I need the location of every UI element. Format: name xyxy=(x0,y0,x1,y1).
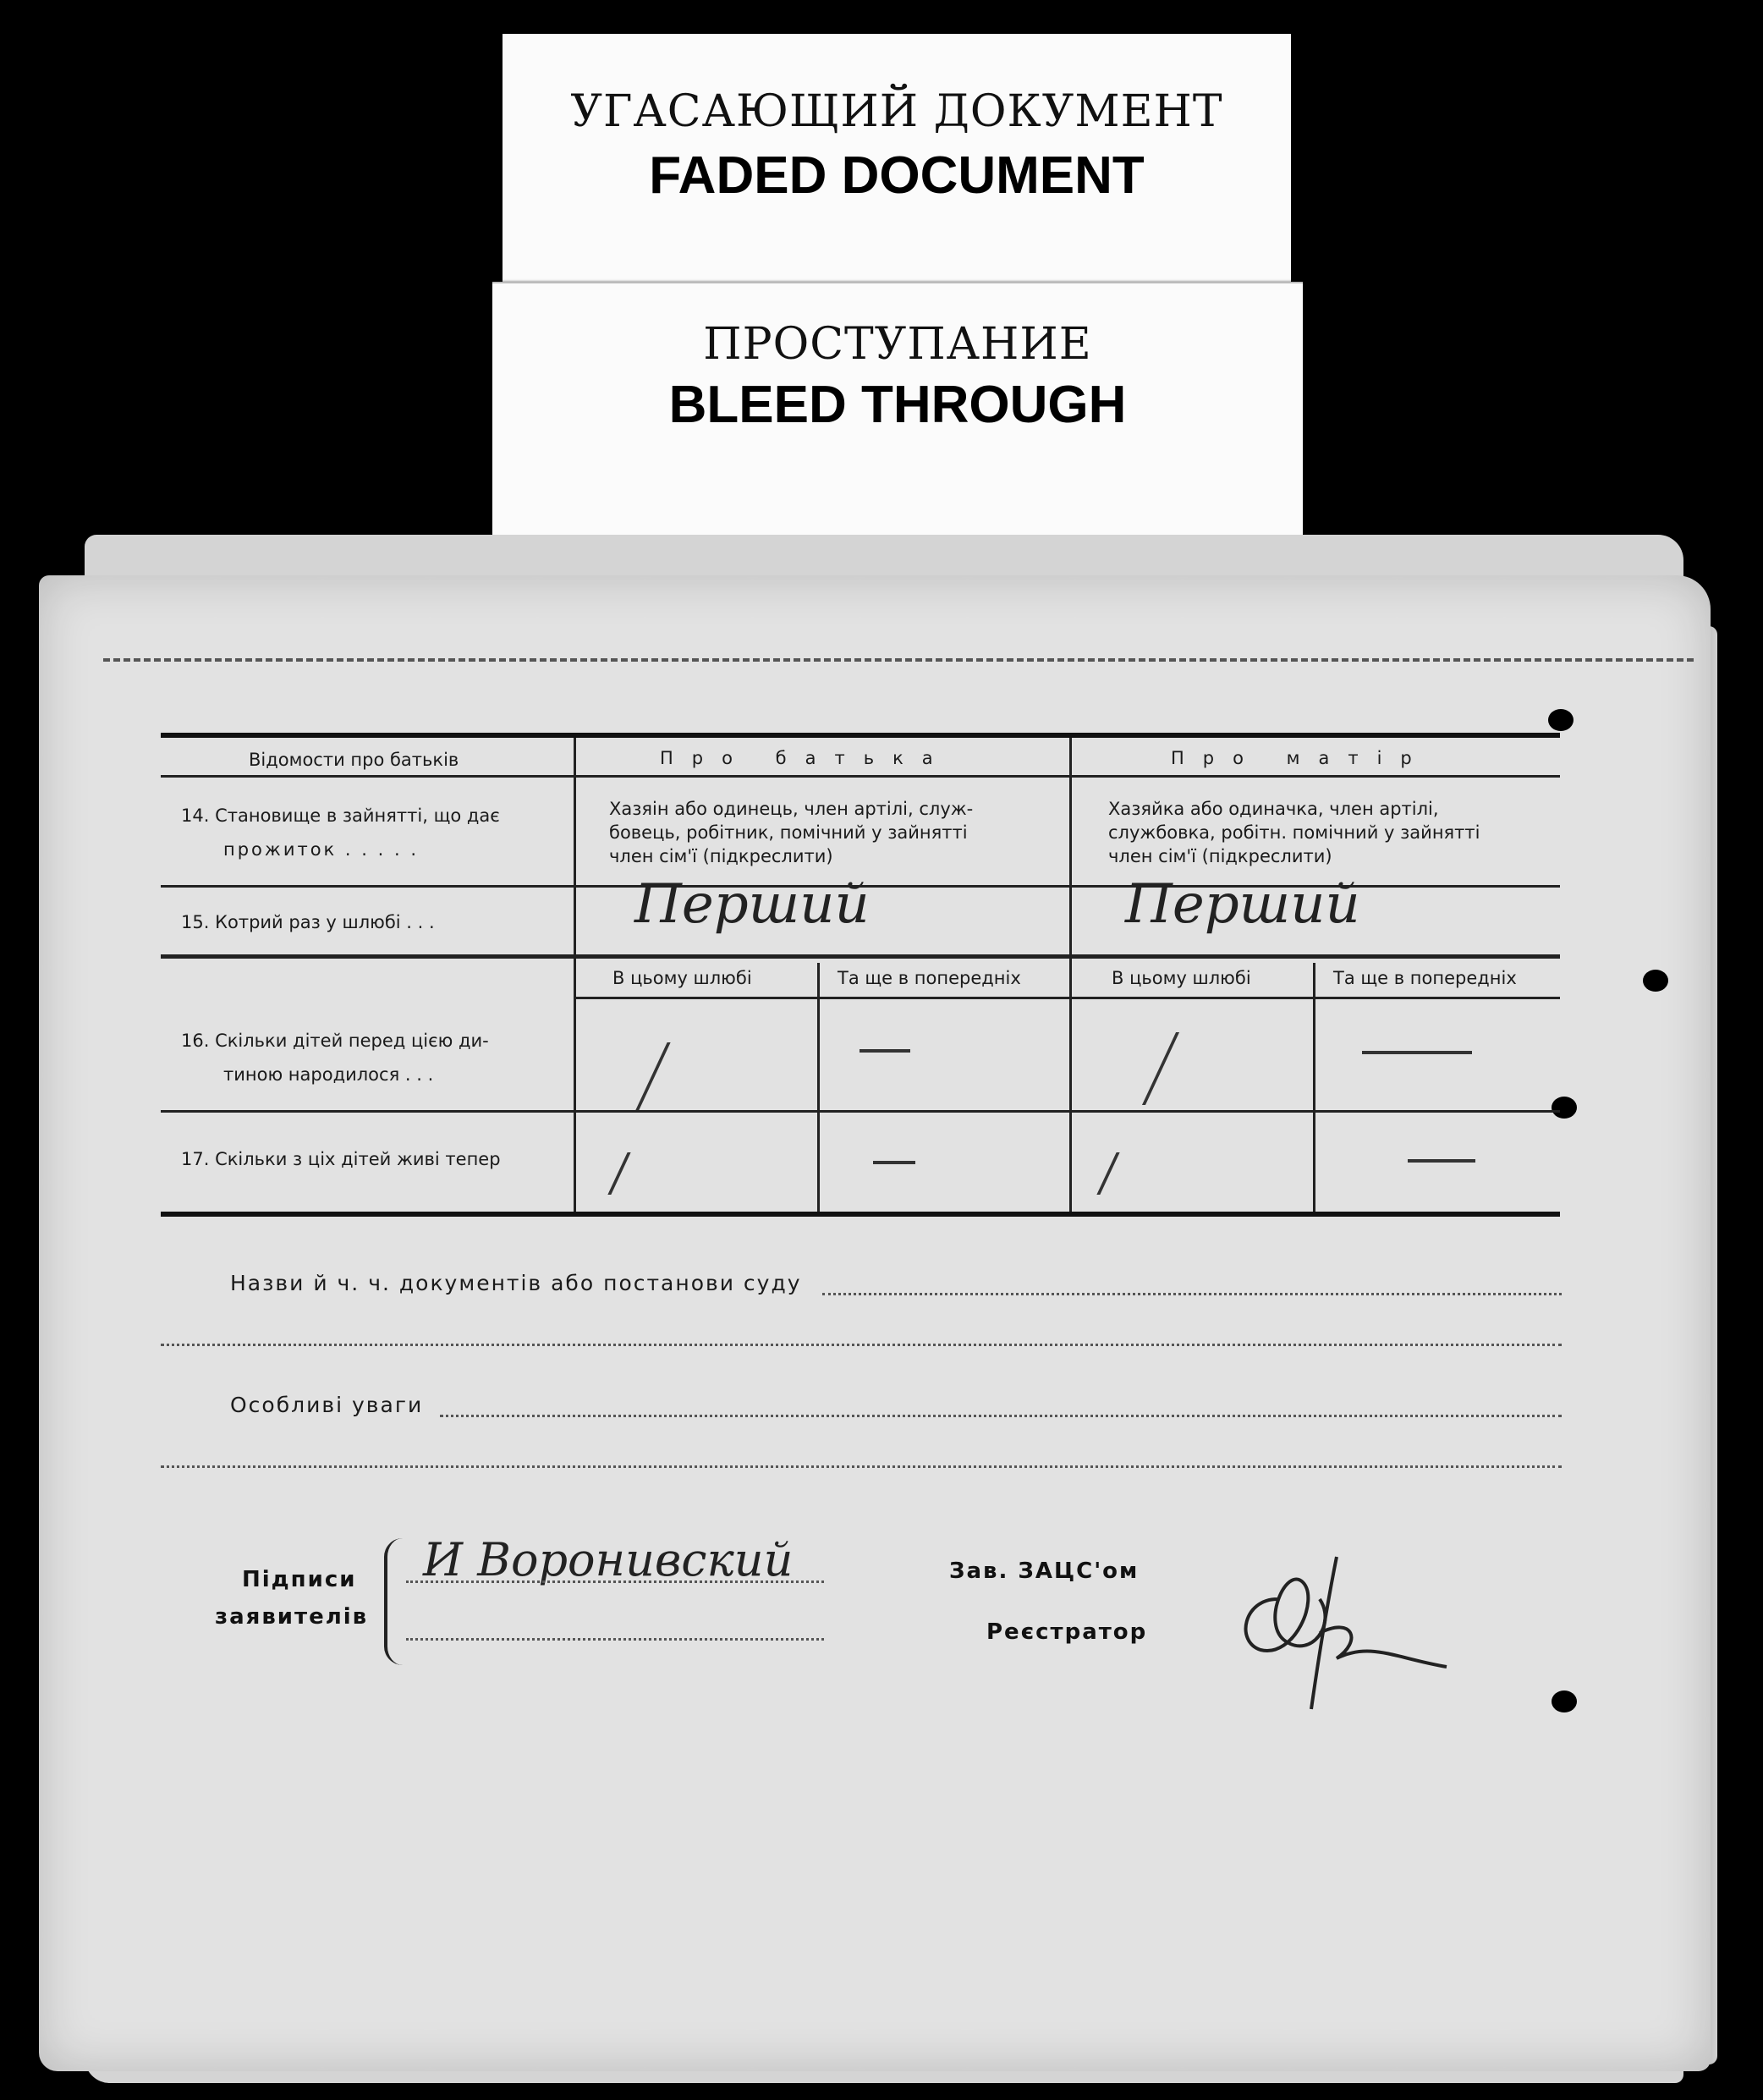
parents-table xyxy=(161,733,1560,1217)
applicant-signature: И Воронивский xyxy=(423,1533,794,1586)
faded-document-ru: УГАСАЮЩИЙ ДОКУМЕНТ xyxy=(570,86,1223,137)
row17-label: 17. Скільки з ціх дітей живі тепер xyxy=(181,1149,501,1169)
header-father: Про батька xyxy=(660,748,952,768)
row14-father-line2: бовець, робітник, помічний у зайнятті xyxy=(609,822,968,843)
signature-brace xyxy=(384,1538,404,1665)
applicant-signature-line xyxy=(406,1580,824,1583)
faded-document-card xyxy=(503,34,1291,305)
row16-mother-mark xyxy=(1142,1032,1179,1105)
row14-mother-line3: член сім'ї (підкреслити) xyxy=(1108,846,1332,866)
punch-hole xyxy=(1552,1690,1577,1712)
subheader-previous-mother: Та ще в попередніх xyxy=(1333,968,1517,988)
row14-father-line1: Хазяін або одинець, член артілі, служ- xyxy=(609,799,974,819)
punch-hole xyxy=(1643,970,1668,992)
documents-dotted-line xyxy=(822,1293,1562,1295)
subheader-this-marriage-father: В цьому шлюбі xyxy=(612,968,752,988)
row15-label: 15. Котрий раз у шлюбі . . . xyxy=(181,912,435,932)
remarks-dotted-line xyxy=(440,1415,1562,1417)
faded-document-en: FADED DOCUMENT xyxy=(649,146,1145,205)
row14-mother-line2: службовка, робітн. помічний у зайнятті xyxy=(1108,822,1480,843)
remarks-dotted-line-2 xyxy=(161,1465,1562,1468)
row16-label-cont: тиною народилося . . . xyxy=(223,1064,434,1085)
bleed-through-ru: ПРОСТУПАНИЕ xyxy=(703,319,1092,370)
documents-label: Назви й ч. ч. документів або постанови суду xyxy=(230,1271,802,1295)
header-mother: Про матір xyxy=(1171,748,1431,768)
bleed-through-en: BLEED THROUGH xyxy=(668,376,1127,434)
row17-father-prev-mark xyxy=(873,1161,915,1164)
header-parents-info: Відомости про батьків xyxy=(249,750,459,770)
row16-label: 16. Скільки дітей перед цією ди- xyxy=(181,1031,489,1051)
applicants-signatures-label-cont: заявителів xyxy=(215,1604,369,1630)
subheader-previous-father: Та ще в попередніх xyxy=(838,968,1021,988)
applicant-signature-line-2 xyxy=(406,1638,824,1641)
table-divider xyxy=(1313,963,1315,1212)
table-divider xyxy=(574,738,576,1212)
subheader-this-marriage-mother: В цьому шлюбі xyxy=(1112,968,1251,988)
remarks-label: Особливі уваги xyxy=(230,1393,424,1417)
row14-label: 14. Становище в зайнятті, що дає xyxy=(181,805,500,826)
row15-father-handwriting: Перший xyxy=(634,873,870,936)
row16-father-prev-mark xyxy=(860,1049,910,1053)
registrar-label: Реєстратор xyxy=(986,1619,1148,1645)
documents-dotted-line-2 xyxy=(161,1344,1562,1346)
table-rule xyxy=(161,954,1560,959)
table-rule xyxy=(161,775,1560,778)
bleed-through-card xyxy=(492,282,1303,546)
row14-mother-line1: Хазяйка або одиначка, член артілі, xyxy=(1108,799,1439,819)
registrar-signature-icon xyxy=(1227,1548,1464,1718)
row15-mother-handwriting: Перший xyxy=(1125,873,1360,936)
perforation-line xyxy=(103,658,1694,662)
row17-father-mark xyxy=(607,1152,630,1195)
table-rule xyxy=(574,997,1560,999)
table-divider xyxy=(817,963,820,1212)
zags-head-label: Зав. ЗАЦС'ом xyxy=(949,1559,1140,1584)
registrar-signature xyxy=(1227,1548,1464,1718)
table-divider xyxy=(1069,738,1072,1212)
row17-mother-prev-mark xyxy=(1408,1159,1475,1163)
punch-hole xyxy=(1548,709,1574,731)
row16-father-mark xyxy=(635,1042,670,1110)
table-rule xyxy=(161,1110,1560,1113)
row17-mother-mark xyxy=(1096,1152,1119,1195)
applicants-signatures-label: Підписи xyxy=(242,1567,357,1592)
row14-label-cont: прожиток . . . . . xyxy=(223,839,419,860)
row14-father-line3: член сім'ї (підкреслити) xyxy=(609,846,833,866)
row16-mother-prev-mark xyxy=(1362,1051,1472,1054)
